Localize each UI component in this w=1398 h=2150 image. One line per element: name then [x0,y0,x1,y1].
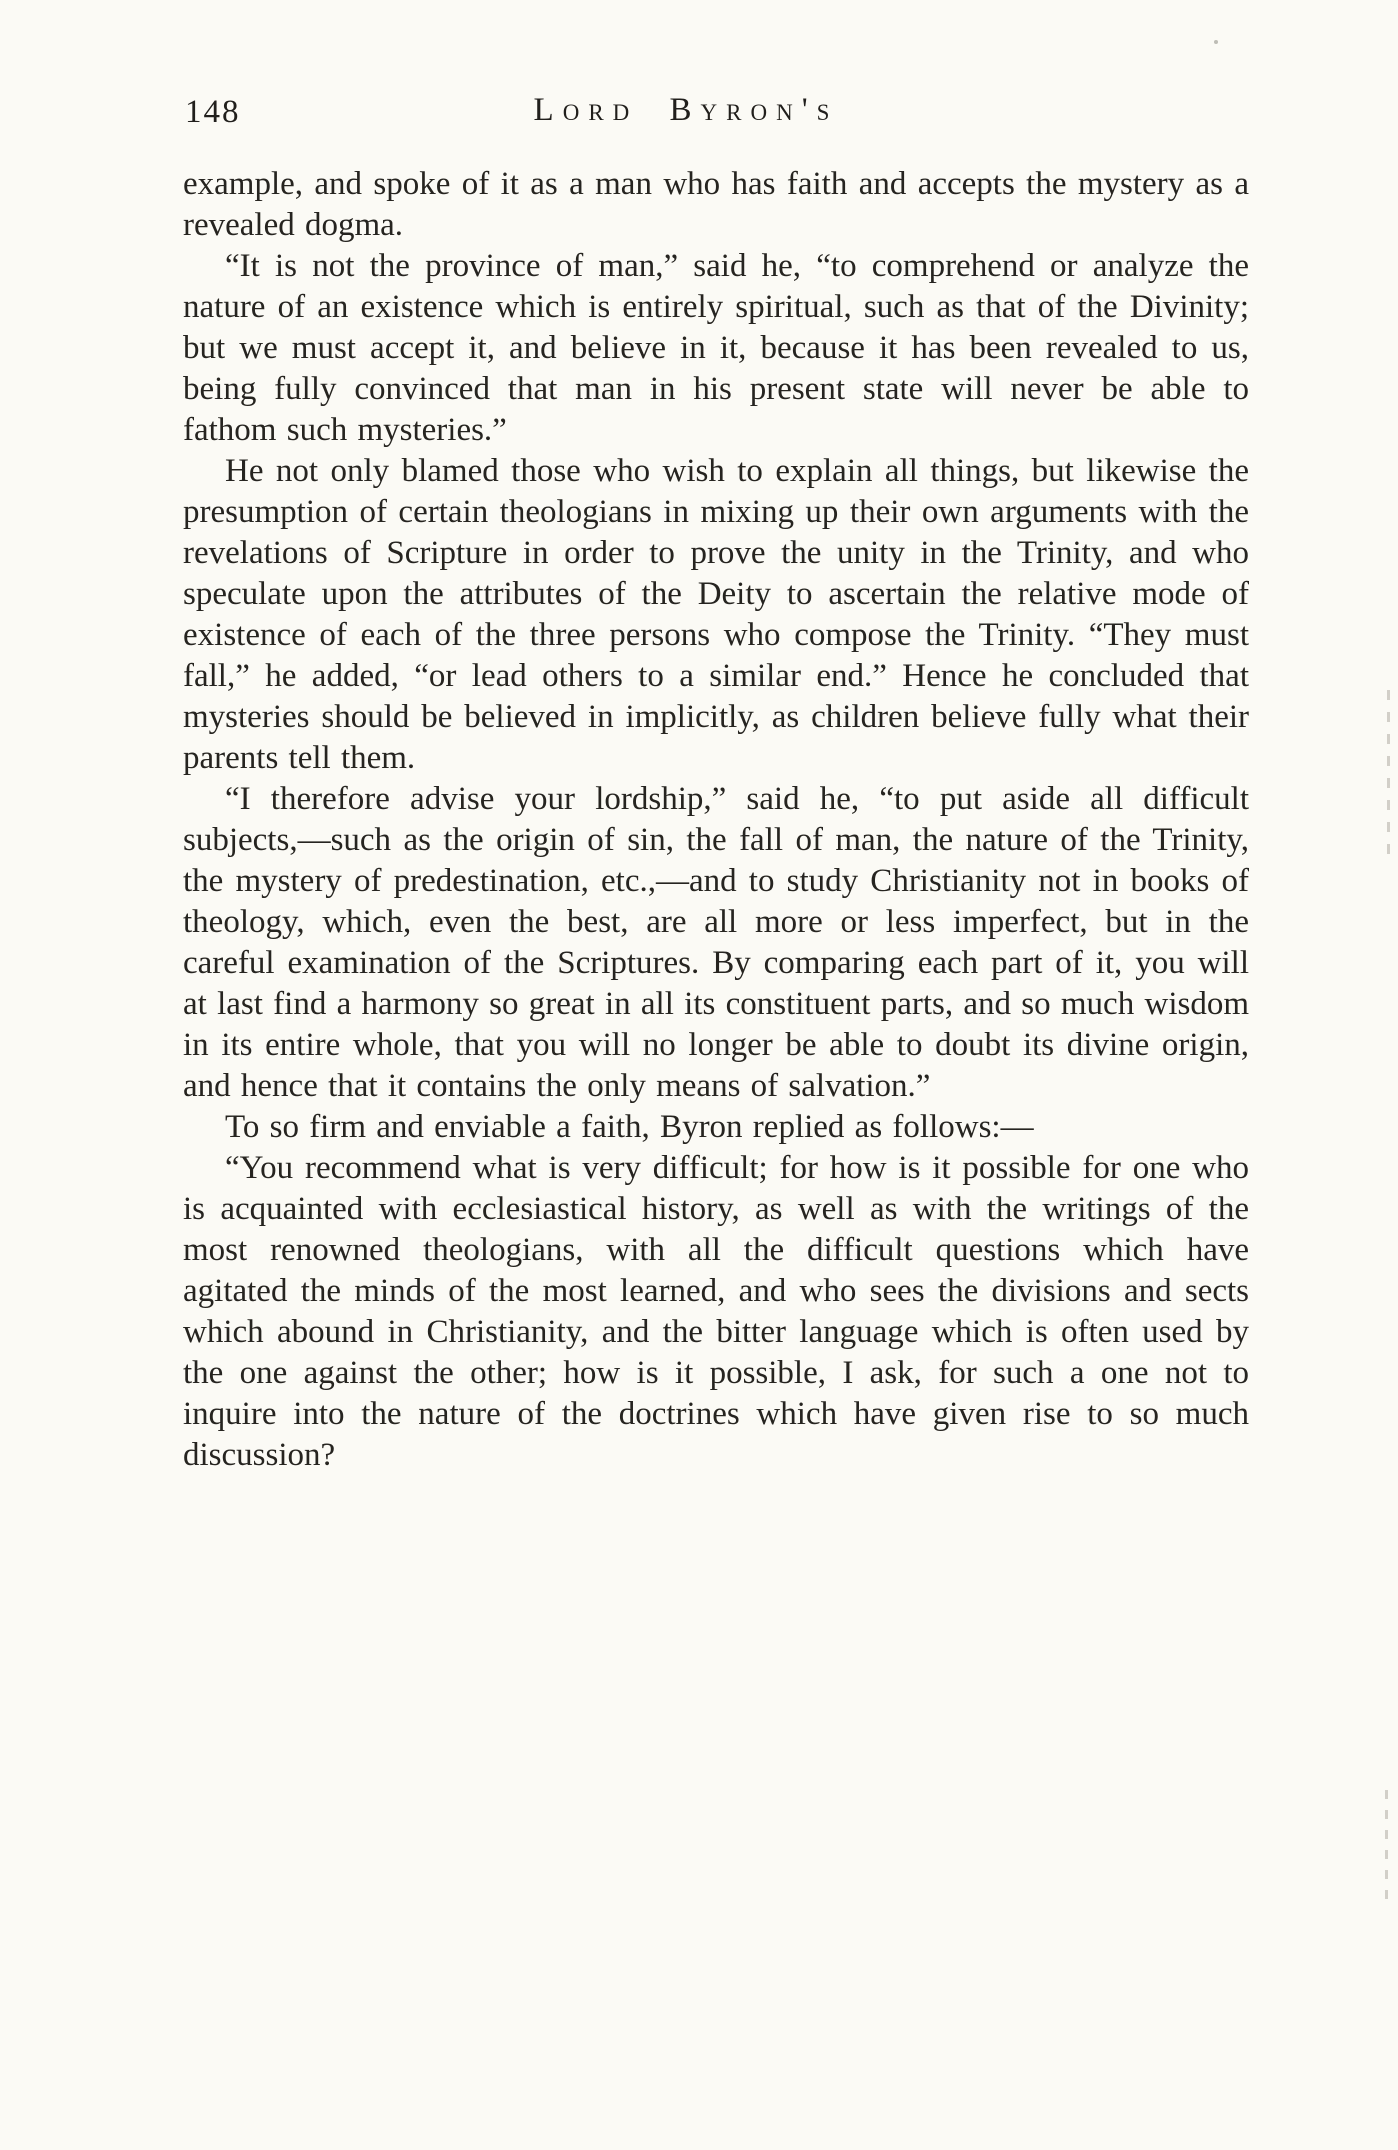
paragraph: “You recommend what is very difficult; for how is it possible for one who is acquainted with ecclesiastical history, as well as with the writings of the most renowned theologians, with all the difficult questions which have agitated the minds of the most learned, and who sees the divisions and sects which abound in Christianity, and the bitter language which is often used by the one against the other; how is it possible, I ask, for such a one not to inquire into the nature of the doctrines which have given rise to so much discussion? [183,1150,1249,1473]
paragraph: To so firm and enviable a faith, Byron replied as follows:— [225,1109,1034,1145]
page-header [183,92,1249,138]
scan-artifact [1385,1790,1388,1910]
paragraph: example, and spoke of it as a man who has faith and accepts the mystery as a revealed dogma. [183,166,1249,243]
scan-artifact [1214,40,1218,44]
scan-artifact [1387,690,1390,860]
paragraph: “It is not the province of man,” said he, “to comprehend or analyze the nature of an existence which is entirely spiritual, such as that of the Divinity; but we must accept it, and believe in it, because it has been revealed to us, being fully convinced that man in his present state will never be able to fathom such mysteries.” [183,248,1249,448]
paragraph: He not only blamed those who wish to explain all things, but likewise the presumption of certain theologians in mixing up their own arguments with the revelations of Scripture in order to prove the unity in the Trinity, and who speculate upon the attributes of the Deity to ascertain the relative mode of existence of each of the three persons who compose the Trinity. “They must fall,” he added, “or lead others to a similar end.” Hence he concluded that mysteries should be believed in implicitly, as children believe fully what their parents tell them. [183,453,1249,776]
body-text [183,164,1249,1476]
page [183,92,1249,1476]
paragraph: “I therefore advise your lordship,” said he, “to put aside all difficult subjects,—such as the origin of sin, the fall of man, the nature of the Trinity, the mystery of predestination, etc.,—and to study Christianity not in books of theology, which, even the best, are all more or less imperfect, but in the careful examination of the Scriptures. By comparing each part of it, you will at last find a harmony so great in all its constituent parts, and so much wisdom in its entire whole, that you will no longer be able to doubt its divine origin, and hence that it contains the only means of salvation.” [183,781,1249,1104]
page-number: 148 [185,94,241,130]
running-head: Lord Byron's [533,92,839,128]
